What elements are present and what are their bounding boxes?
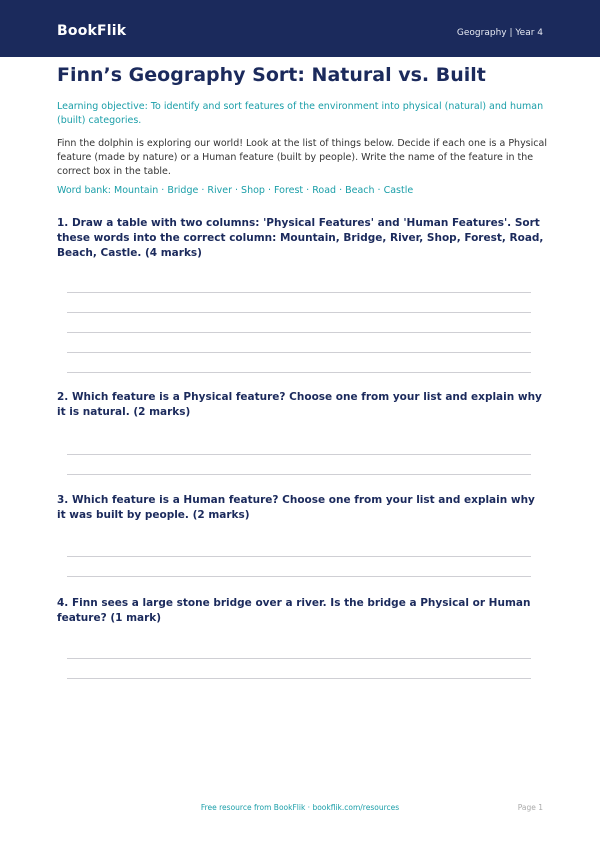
question-2: 2. Which feature is a Physical feature? Choose one from your list and explain why it is natural. (2 marks) xyxy=(57,391,542,418)
intro-text: Finn the dolphin is exploring our world! Look at the list of things below. Decide if each one is a Physical feature (made by nature) or a Human feature (built by people). Write the name of the feature in the correct box in the table. xyxy=(57,138,547,177)
answer-line-q1-4[interactable] xyxy=(67,352,531,353)
answer-line-q3-1[interactable] xyxy=(67,556,531,557)
header-bar xyxy=(0,0,600,57)
footer-credit[interactable]: Free resource from BookFlik · bookflik.com/resources xyxy=(200,803,400,812)
answer-line-q3-2[interactable] xyxy=(67,576,531,577)
question-1: 1. Draw a table with two columns: 'Physical Features' and 'Human Features'. Sort these words into the correct column: Mountain, Bridge, River, Shop, Forest, Road, Beach, Castle. (4 marks) xyxy=(57,217,544,259)
brand-logo[interactable]: BookFlik xyxy=(57,23,127,39)
answer-line-q1-1[interactable] xyxy=(67,292,531,293)
page-number: Page 1 xyxy=(517,803,543,812)
learning-objective: Learning objective: To identify and sort features of the environment into physical (natural) and human (built) categories. xyxy=(57,101,544,126)
answer-line-q1-3[interactable] xyxy=(67,332,531,333)
answer-line-q4-1[interactable] xyxy=(67,658,531,659)
subject-year-label: Geography | Year 4 xyxy=(456,28,543,38)
question-4: 4. Finn sees a large stone bridge over a river. Is the bridge a Physical or Human feature? (1 mark) xyxy=(57,597,531,624)
answer-line-q2-1[interactable] xyxy=(67,454,531,455)
worksheet-title: Finn’s Geography Sort: Natural vs. Built xyxy=(57,64,486,86)
answer-line-q1-5[interactable] xyxy=(67,372,531,373)
answer-line-q2-2[interactable] xyxy=(67,474,531,475)
question-3: 3. Which feature is a Human feature? Choose one from your list and explain why it was built by people. (2 marks) xyxy=(57,494,535,521)
word-bank: Word bank: Mountain · Bridge · River · Shop · Forest · Road · Beach · Castle xyxy=(57,185,414,196)
answer-line-q4-2[interactable] xyxy=(67,678,531,679)
answer-line-q1-2[interactable] xyxy=(67,312,531,313)
